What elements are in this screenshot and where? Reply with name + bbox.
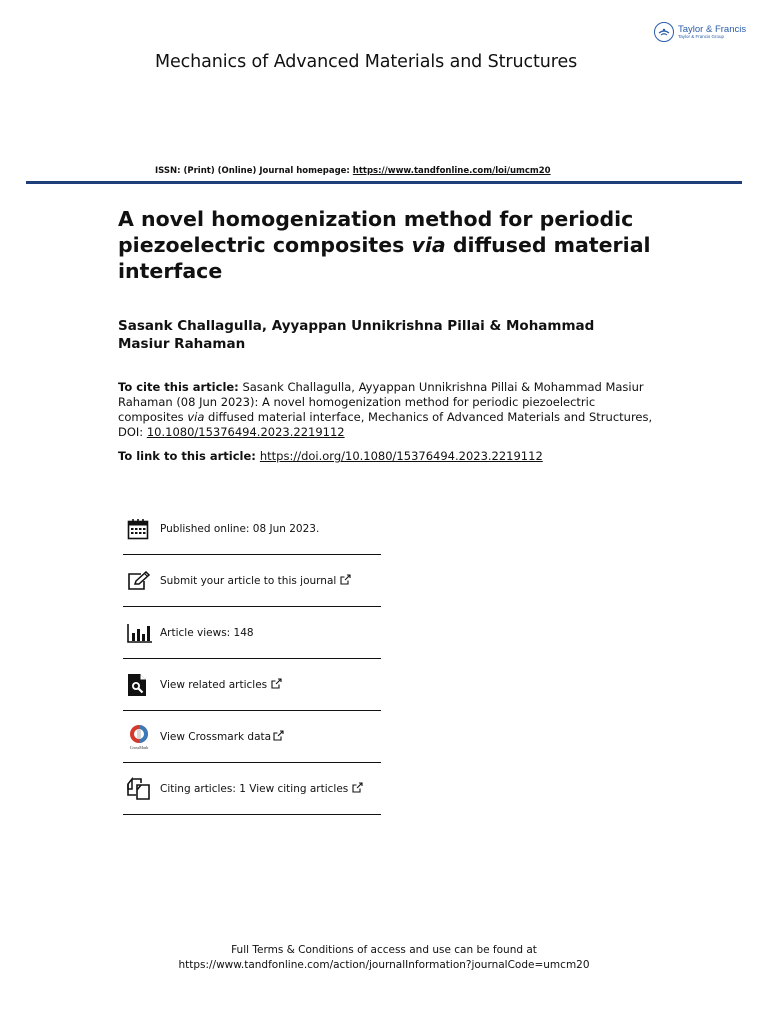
- search-document-icon: [127, 672, 159, 698]
- citing-articles-item[interactable]: [123, 763, 381, 815]
- published-online-text: Published online: 08 Jun 2023.: [160, 522, 320, 535]
- article-doi-url[interactable]: https://doi.org/10.1080/15376494.2023.2219112: [259, 449, 543, 463]
- bar-chart-icon: [127, 620, 159, 646]
- footer-terms-url[interactable]: https://www.tandfonline.com/action/journalInformation?journalCode=umcm20: [178, 959, 590, 971]
- article-title: [118, 206, 678, 284]
- article-link-label: To link to this article:: [118, 449, 260, 463]
- article-title-part2: diffused material interface: [118, 233, 651, 283]
- issn-line: [155, 166, 551, 176]
- issn-prefix: ISSN: (Print) (Online) Journal homepage:: [155, 166, 353, 176]
- article-title-italic: via: [411, 233, 446, 257]
- related-articles-text: [160, 678, 282, 692]
- submit-article-label: Submit your article to this journal: [160, 574, 337, 587]
- submit-article-text: [160, 574, 351, 588]
- citing-articles-label: Citing articles: 1 View citing articles: [160, 782, 349, 795]
- terms-footer: [0, 943, 768, 973]
- related-articles-item[interactable]: [123, 659, 381, 711]
- edit-icon: [127, 568, 159, 594]
- journal-homepage-link[interactable]: https://www.tandfonline.com/loi/umcm20: [352, 166, 551, 176]
- publisher-logo[interactable]: [654, 22, 746, 42]
- publisher-group: Taylor & Francis Group: [678, 34, 725, 39]
- article-authors: Sasank Challagulla, Ayyappan Unnikrishna Pillai & Mohammad Masiur Rahaman: [118, 318, 595, 352]
- crossmark-icon: [127, 724, 159, 750]
- crossmark-data-label: View Crossmark data: [160, 730, 272, 743]
- citing-articles-text: [160, 782, 363, 796]
- taylor-francis-logo-icon: [654, 22, 674, 42]
- article-views-text: Article views: 148: [160, 626, 254, 639]
- header-divider: [26, 181, 742, 184]
- citation-text-italic: via: [187, 410, 205, 424]
- article-link-line: [118, 449, 543, 464]
- citing-articles-icon: [127, 776, 159, 802]
- external-link-icon: [273, 730, 284, 744]
- external-link-icon: [352, 782, 363, 796]
- journal-title: Mechanics of Advanced Materials and Structures: [155, 52, 578, 72]
- external-link-icon: [340, 574, 351, 588]
- related-articles-label: View related articles: [160, 678, 268, 691]
- crossmark-item[interactable]: [123, 711, 381, 763]
- citation-label: To cite this article:: [118, 380, 239, 394]
- article-info-list: [123, 503, 381, 815]
- crossmark-text: [160, 730, 284, 744]
- citation-text-part2: diffused material interface, Mechanics of Advanced Materials and Structures, DOI:: [118, 410, 653, 439]
- citation-text-part1: Sasank Challagulla, Ayyappan Unnikrishna Pillai & Mohammad Masiur Rahaman (08 Jun 2023): A novel homogenization method for periodic piezoelectric composites: [118, 380, 644, 424]
- crossmark-label: CrossMark: [129, 744, 149, 750]
- citation-block: [118, 380, 663, 440]
- calendar-icon: [127, 516, 159, 542]
- published-online-item: [123, 503, 381, 555]
- article-title-part1: A novel homogenization method for periodic piezoelectric composites: [118, 207, 634, 257]
- footer-line-1: Full Terms & Conditions of access and use can be found at: [231, 944, 537, 956]
- external-link-icon: [271, 678, 282, 692]
- submit-article-item[interactable]: [123, 555, 381, 607]
- citation-doi-link[interactable]: 10.1080/15376494.2023.2219112: [146, 425, 345, 439]
- article-views-item: [123, 607, 381, 659]
- publisher-name: Taylor & Francis: [678, 23, 747, 35]
